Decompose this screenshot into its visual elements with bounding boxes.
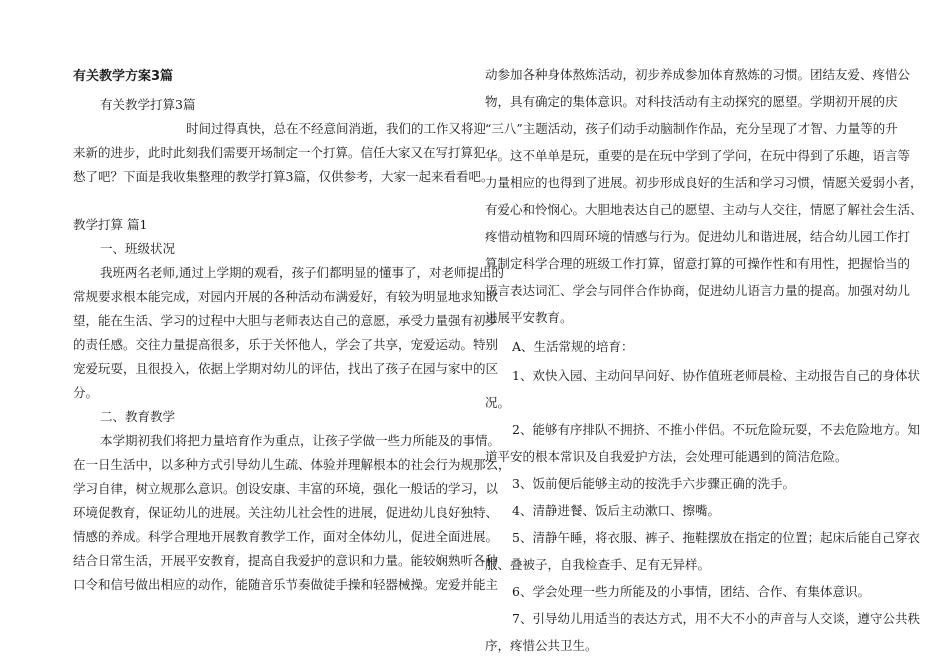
body-line: “三八”主题活动，孩子们动手动脑制作作品，充分呈现了才智、力量等的升 <box>485 121 898 136</box>
body-line: 物，具有确定的集体意识。对科技活动有主动探究的愿望。学期初开展的庆 <box>485 94 898 109</box>
routine-item: 4、清静进餐、饭后主动漱口、擦嘴。 <box>512 503 720 518</box>
routine-item: 5、清静午睡，将衣服、裤子、拖鞋摆放在指定的位置；起床后能自己穿衣 <box>512 530 920 545</box>
routine-item: 服、叠被子，自我检查手、足有无异样。 <box>485 557 711 572</box>
teaching-line: 口令和信号做出相应的动作，能随音乐节奏做徒手操和轻器械操。宠爱并能主 <box>73 577 499 592</box>
routine-heading: A、生活常规的培育： <box>512 339 634 354</box>
teaching-line: 结合日常生活，开展平安教育，提高自我爱护的意识和力量。能较娴熟听各种 <box>73 553 499 568</box>
body-line: 疼惜动植物和四周环境的情感与行为。促进幼儿和谐进展，结合幼儿园工作打 <box>485 229 911 244</box>
class-status-heading: 一、班级状况 <box>100 241 176 256</box>
body-line: 有爱心和怜悯心。大胆地表达自己的愿望、主动与人交往，情愿了解社会生活、 <box>485 202 923 217</box>
teaching-line: 在一日生活中，以多种方式引导幼儿生疏、体验并理解根本的社会行为规那么， <box>73 457 511 472</box>
section-heading: 教学打算 篇1 <box>73 217 148 232</box>
body-line: 力量相应的也得到了进展。初步形成良好的生活和学习习惯，情愿关爱弱小者， <box>485 175 923 190</box>
body-line: 动参加各种身体熬炼活动，初步养成参加体育熬炼的习惯。团结友爱、疼惜公 <box>485 67 911 82</box>
class-status-line: 我班两名老师,通过上学期的观看，孩子们都明显的懂事了，对老师提出的 <box>100 265 504 280</box>
routine-item: 道平安的根本常识及自我爱护方法，会处理可能遇到的简洁危险。 <box>485 449 848 464</box>
body-line: 语言表达词汇、学会与同伴合作协商，促进幼儿语言力量的提高。加强对幼儿 <box>485 283 911 298</box>
class-status-line: 的责任感。交往力量提高很多，乐于关怀他人，学会了共享，宠爱运动。特别 <box>73 337 499 352</box>
routine-item: 7、引导幼儿用适当的表达方式，用不大不小的声音与人交谈，遵守公共秩 <box>512 611 920 626</box>
body-line: 进展平安教育。 <box>485 310 573 325</box>
class-status-line: 宠爱玩耍，且很投入，依据上学期对幼儿的评估，找出了孩子在园与家中的区 <box>73 361 499 376</box>
document-title: 有关教学方案3篇 <box>73 69 174 84</box>
intro-line: 来新的进步，此时此刻我们需要开场制定一个打算。信任大家又在写打算犯 <box>73 145 486 160</box>
routine-item: 3、饭前便后能够主动的按洗手六步骤正确的洗手。 <box>512 476 795 491</box>
teaching-line: 情感的养成。科学合理地开展教育教学工作，面对全体幼儿，促进全面进展。 <box>73 529 499 544</box>
routine-item: 6、学会处理一些力所能及的小事情，团结、合作、有集体意识。 <box>512 584 870 599</box>
class-status-line: 常规要求根本能完成，对园内开展的各种活动布满爱好，有较为明显地求知欲 <box>73 289 499 304</box>
routine-item: 2、能够有序排队不拥挤、不推小伴侣。不玩危险玩耍，不去危险地方。知 <box>512 422 920 437</box>
routine-item: 1、欢快入园、主动问早问好、协作值班老师晨检、主动报告自己的身体状 <box>512 368 920 383</box>
routine-item: 序，疼惜公共卫生。 <box>485 638 598 653</box>
body-line: 华。这不单单是玩，重要的是在玩中学到了学问，在玩中得到了乐趣，语言等 <box>485 148 911 163</box>
class-status-line: 望，能在生活、学习的过程中大胆与老师表达自己的意愿，承受力量强有初步 <box>73 313 499 328</box>
teaching-line: 本学期初我们将把力量培育作为重点，让孩子学做一些力所能及的事情。 <box>100 433 501 448</box>
teaching-heading: 二、教育教学 <box>100 409 176 424</box>
teaching-line: 环境促教育，保证幼儿的进展。关注幼儿社会性的进展，促进幼儿良好独特、 <box>73 505 499 520</box>
intro-line: 愁了吧？下面是我收集整理的教学打算3篇，仅供参考，大家一起来看看吧。 <box>73 169 494 184</box>
class-status-line: 分。 <box>73 385 99 400</box>
routine-item: 况。 <box>485 395 511 410</box>
intro-line: 时间过得真快，总在不经意间消逝，我们的工作又将迎 <box>186 121 487 136</box>
teaching-line: 学习自律，树立规那么意识。创设安康、丰富的环境，强化一般话的学习，以 <box>73 481 499 496</box>
body-line: 算制定科学合理的班级工作打算，留意打算的可操作性和有用性，把握恰当的 <box>485 256 911 271</box>
document-subtitle: 有关教学打算3篇 <box>100 97 196 112</box>
